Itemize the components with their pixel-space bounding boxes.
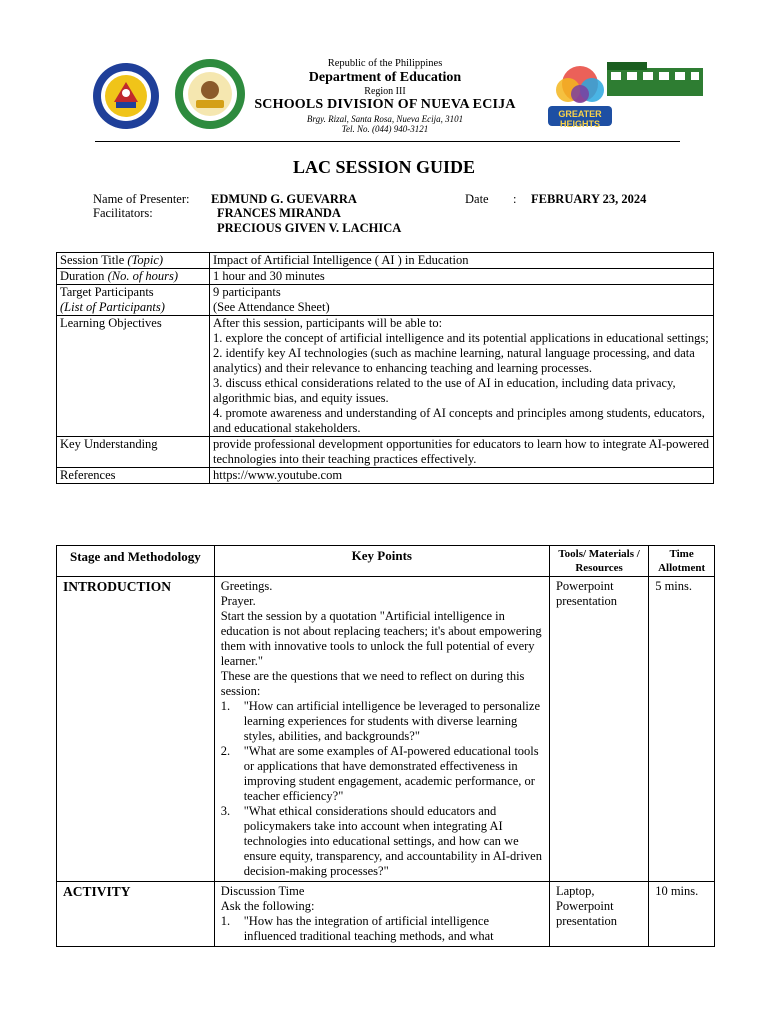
stage-activity: ACTIVITY (57, 882, 215, 947)
deped-seal-logo (92, 62, 160, 130)
key-understanding-value: provide professional development opportunities for educators to learn how to integrate AI-powered technologies into their teaching practices effectively. (210, 437, 714, 468)
table-row (57, 437, 714, 468)
presenter-label: Name of Presenter: (93, 192, 190, 206)
table-row (57, 468, 714, 484)
presenter-name: EDMUND G. GUEVARRA (211, 192, 357, 206)
table-header-row (57, 546, 715, 577)
introduction-key-points: Greetings. Prayer. Start the session by a quotation "Artificial intelligence in education is not about replacing teachers; it's about empowering them with innovative tools to unlock the full potential of every learner." These are the questions that we need to reflect on during this session: 1. "How can artificial intelligence be leveraged to personalize learning experiences for students with diverse learning styles, abilities, and backgrounds?" 2. "What are some examples of AI-powered educational tools or applications that have demonstrated effectiveness in improving student engagement, academic performance, or teacher efficiency?" 3. "What ethical considerations should educators and policymakers take into account when integrating AI technologies into educational settings, and how can we ensure equity, transparency, and accountability in AI-driven decision-making processes?" (214, 577, 549, 882)
header-time: Time Allotment (649, 546, 715, 577)
list-item: 2. "What are some examples of AI-powered educational tools or applications that have demonstrated effectiveness in improving student engagement, academic performance, or teacher efficiency?" (220, 744, 539, 803)
table-row (57, 253, 714, 269)
header-divider (95, 141, 680, 142)
letterhead (230, 58, 540, 134)
facilitator-1: FRANCES MIRANDA (217, 206, 341, 220)
tel-line: Tel. No. (044) 940-3121 (341, 124, 429, 134)
key-understanding-label: Key Understanding (57, 437, 210, 468)
references-label: References (57, 468, 210, 484)
republic-line: Republic of the Philippines (327, 58, 443, 69)
duration-value: 1 hour and 30 minutes (210, 269, 714, 285)
session-title-label: Session Title (Topic) (57, 253, 210, 269)
introduction-tools: Powerpoint presentation (549, 577, 648, 882)
participants-value: 9 participants (See Attendance Sheet) (210, 285, 714, 316)
table-row (57, 269, 714, 285)
division-line: SCHOOLS DIVISION OF NUEVA ECIJA (254, 97, 516, 112)
duration-label: Duration (No. of hours) (57, 269, 210, 285)
logo-text: GREATER HEIGHTS (558, 109, 602, 129)
list-item: 1. "How can artificial intelligence be leveraged to personalize learning experiences for students with diverse learning styles, abilities, and backgrounds?" (220, 699, 540, 743)
department-line: Department of Education (308, 70, 462, 85)
objectives-label: Learning Objectives (57, 316, 210, 437)
session-details-table (56, 252, 714, 484)
stage-introduction: INTRODUCTION (57, 577, 215, 882)
header-tools: Tools/ Materials / Resources (549, 546, 648, 577)
facilitators-label: Facilitators: (93, 206, 153, 220)
list-item: 1. "How has the integration of artificial intelligence influenced traditional teaching methods, and what (220, 914, 494, 943)
table-row (57, 882, 715, 947)
address-line: Brgy. Rizal, Santa Rosa, Nueva Ecija, 3101 (306, 114, 464, 124)
header-key-points: Key Points (214, 546, 549, 577)
facilitator-2: PRECIOUS GIVEN V. LACHICA (217, 221, 402, 235)
lesson-plan-table (56, 545, 715, 947)
table-row (57, 577, 715, 882)
table-row (57, 316, 714, 437)
objectives-value: After this session, participants will be able to: 1. explore the concept of artificial intelligence and its potential applications in educational settings; 2. identify key AI technologies (such as machine learning, natural language processing, and data analytics) and their relevance to enhancing teaching and learning processes. 3. discuss ethical considerations related to the use of AI in education, including data privacy, algorithmic bias, and equity issues. 4. promote awareness and understanding of AI concepts and principles among students, educators, and educational stakeholders. (210, 316, 714, 437)
introduction-time: 5 mins. (649, 577, 715, 882)
activity-key-points: Discussion Time Ask the following: 1. "How has the integration of artificial intelligence influenced traditional teaching methods, and what (214, 882, 549, 947)
list-item: 3. "What ethical considerations should educators and policymakers take into account when integrating AI technologies into educational settings, and how can we ensure equity, transparency, and accountability in AI-driven decision-making processes?" (220, 804, 542, 878)
region-line: Region III (364, 86, 406, 97)
activity-tools: Laptop, Powerpoint presentation (549, 882, 648, 947)
header-stage: Stage and Methodology (57, 546, 215, 577)
references-link[interactable]: https://www.youtube.com (210, 468, 714, 484)
participants-label: Target Participants (List of Participants) (57, 285, 210, 316)
page-title: LAC SESSION GUIDE (292, 157, 476, 177)
date-value: FEBRUARY 23, 2024 (531, 192, 647, 206)
date-separator: : (513, 192, 517, 206)
session-title-value: Impact of Artificial Intelligence ( AI ) in Education (210, 253, 714, 269)
date-label: Date (465, 192, 489, 206)
activity-time: 10 mins. (649, 882, 715, 947)
school-building-logo (605, 60, 705, 100)
table-row (57, 285, 714, 316)
